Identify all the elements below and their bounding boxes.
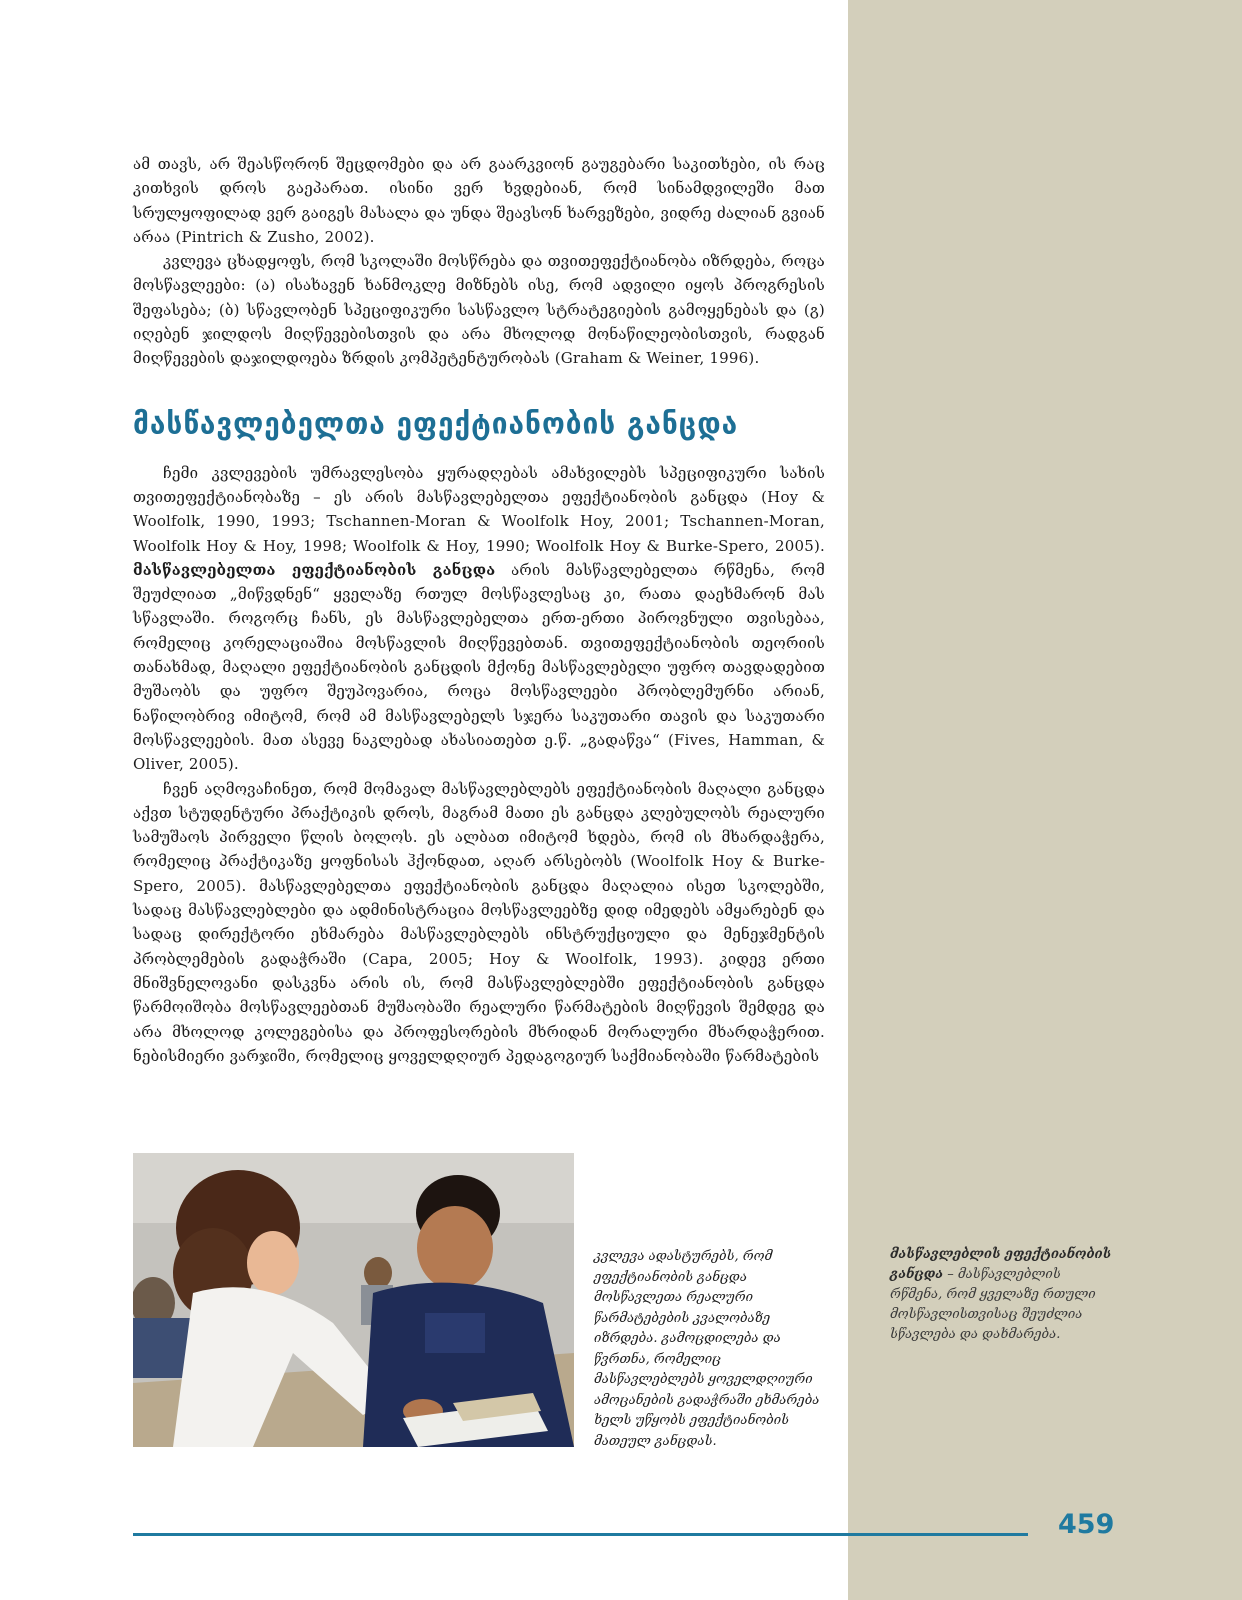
margin-definition-text: – მასწავლებლის რწმენა, რომ ყველაზე რთული მოსწავლისთვისაც შეუძლია სწავლება და დახმარება.: [890, 1267, 1096, 1342]
margin-term: მასწავლებლის ეფექტიანობის განცდა: [890, 1247, 1112, 1282]
key-term: მასწავლებელთა ეფექტიანობის განცდა: [133, 560, 496, 579]
body-paragraph-4: ჩვენ აღმოვაჩინეთ, რომ მომავალ მასწავლებლებს ეფექტიანობის მაღალი განცდა აქვთ სტუდენტური პრაქტიკის დროს, მაგრამ მათი ეს განცდა კლებულობს რეალური სამუშაოს პირველი წლის ბოლოს. ეს ალბათ იმიტომ ხდება, რომ ის მხარდაჭერა, რომელიც პრაქტიკაზე ყოფნისას ჰქონდათ, აღარ არსებობს (Woolfolk Hoy & Burke-Spero, 2005). მასწავლებელთა ეფექტიანობის განცდა მაღალია ისეთ სკოლებში, სადაც მასწავლებლები და ადმინისტრაცია მოსწავლეებზე დიდ იმედებს ამყარებენ და სადაც დირექტორი ეხმარება მასწავლებლებს ინსტრუქციული და მენეჯმენტის პრობლემების გადაჭრაში (Capa, 2005; Hoy & Woolfolk, 1993). კიდევ ერთი მნიშვნელოვანი დასკვნა არის ის, რომ მასწავლებლებში ეფექტიანობის განცდა წარმოიშობა მოსწავლეებთან მუშაობაში რეალური წარმატების მიღწევის შემდეგ და არა მხოლოდ კოლეგებისა და პროფესორების მხრიდან მორალური მხარდაჭერით. ნებისმიერი ვარჯიში, რომელიც ყოველდღიურ პედაგოგიურ საქმიანობაში წარმატების: [133, 779, 825, 1065]
section-heading: მასწავლებელთა ეფექტიანობის განცდა: [133, 405, 739, 441]
body-paragraph-3-rest: არის მასწავლებელთა რწმენა, რომ შეუძლიათ „მიწვდნენ“ ყველაზე რთულ მოსწავლესაც კი, რათა დაეხმარონ მას სწავლაში. როგორც ჩანს, ეს მასწავლებელთა ერთ-ერთი პიროვნული თვისებაა, რომელიც კორელაციაშია მოსწავლის მიღწევებთან. თვითეფექტიანობის თეორიის თანახმად, მაღალი ეფექტიანობის განცდის მქონე მასწავლებელი უფრო თავდადებით მუშაობს და უფრო შეუპოვარია, როცა მოსწავლეები პრობლემურნი არიან, ნაწილობრივ იმიტომ, რომ ამ მასწავლებელს სჯერა საკუთარი თავის და საკუთარი მოსწავლეების. მათ ასევე ნაკლებად ახასიათებთ ე.წ. „გადაწვა“ (Fives, Hamman, & Oliver, 2005).: [133, 560, 825, 774]
margin-definition: [890, 1245, 1112, 1345]
classroom-photo-illustration: [133, 1153, 574, 1447]
footer-rule: [133, 1533, 1028, 1536]
margin-sidebar: [848, 0, 1242, 1600]
body-paragraph-3-start: ჩემი კვლევების უმრავლესობა ყურადღებას ამახვილებს სპეციფიკური სახის თვითეფექტიანობაზე – ეს არის მასწავლებელთა ეფექტიანობის განცდა (Hoy & Woolfolk, 1990, 1993; Tschannen-Moran & Woolfolk Hoy, 2001; Tschannen-Moran, Woolfolk Hoy & Hoy, 1998; Woolfolk & Hoy, 1990; Woolfolk Hoy & Burke-Spero, 2005).: [133, 463, 825, 555]
body-paragraph-3: [133, 461, 825, 777]
body-paragraph-1: ამ თავს, არ შეასწორონ შეცდომები და არ გაარკვიონ გაუგებარი საკითხები, ის რაც კითხვის დროს გაეპარათ. ისინი ვერ ხვდებიან, რომ სინამდვილეში მათ სრულყოფილად ვერ გაიგეს მასალა და უნდა შეავსონ ხარვეზები, ვიდრე ძალიან გვიან არაა (Pintrich & Zusho, 2002).: [133, 155, 825, 246]
body-paragraph-2: კვლევა ცხადყოფს, რომ სკოლაში მოსწრება და თვითეფექტიანობა იზრდება, როცა მოსწავლეები: (ა) ისახავენ ხანმოკლე მიზნებს ისე, რომ ადვილი იყოს პროგრესის შეფასება; (ბ) სწავლობენ სპეციფიკური სასწავლო სტრატეგიების გამოყენებას და (გ) იღებენ ჯილდოს მიღწევებისთვის და არა მხოლოდ მონაწილეობისთვის, რადგან მიღწევების დაჯილდოება ზრდის კომპეტენტურობას (Graham & Weiner, 1996).: [133, 252, 825, 368]
page-number: 459: [1058, 1509, 1115, 1540]
figure-caption: კვლევა ადასტურებს, რომ ეფექტიანობის განცდა მოსწავლეთა რეალური წარმატებების კვალობაზე იზრდება. გამოცდილება და წვრთნა, რომელიც მასწავლებლებს ყოველდღიური ამოცანების გადაჭრაში ეხმარება ხელს უწყობს ეფექტიანობის მათეულ განცდას.: [594, 1249, 820, 1449]
classroom-photo: [133, 1153, 574, 1447]
main-text-column: [133, 152, 825, 1068]
